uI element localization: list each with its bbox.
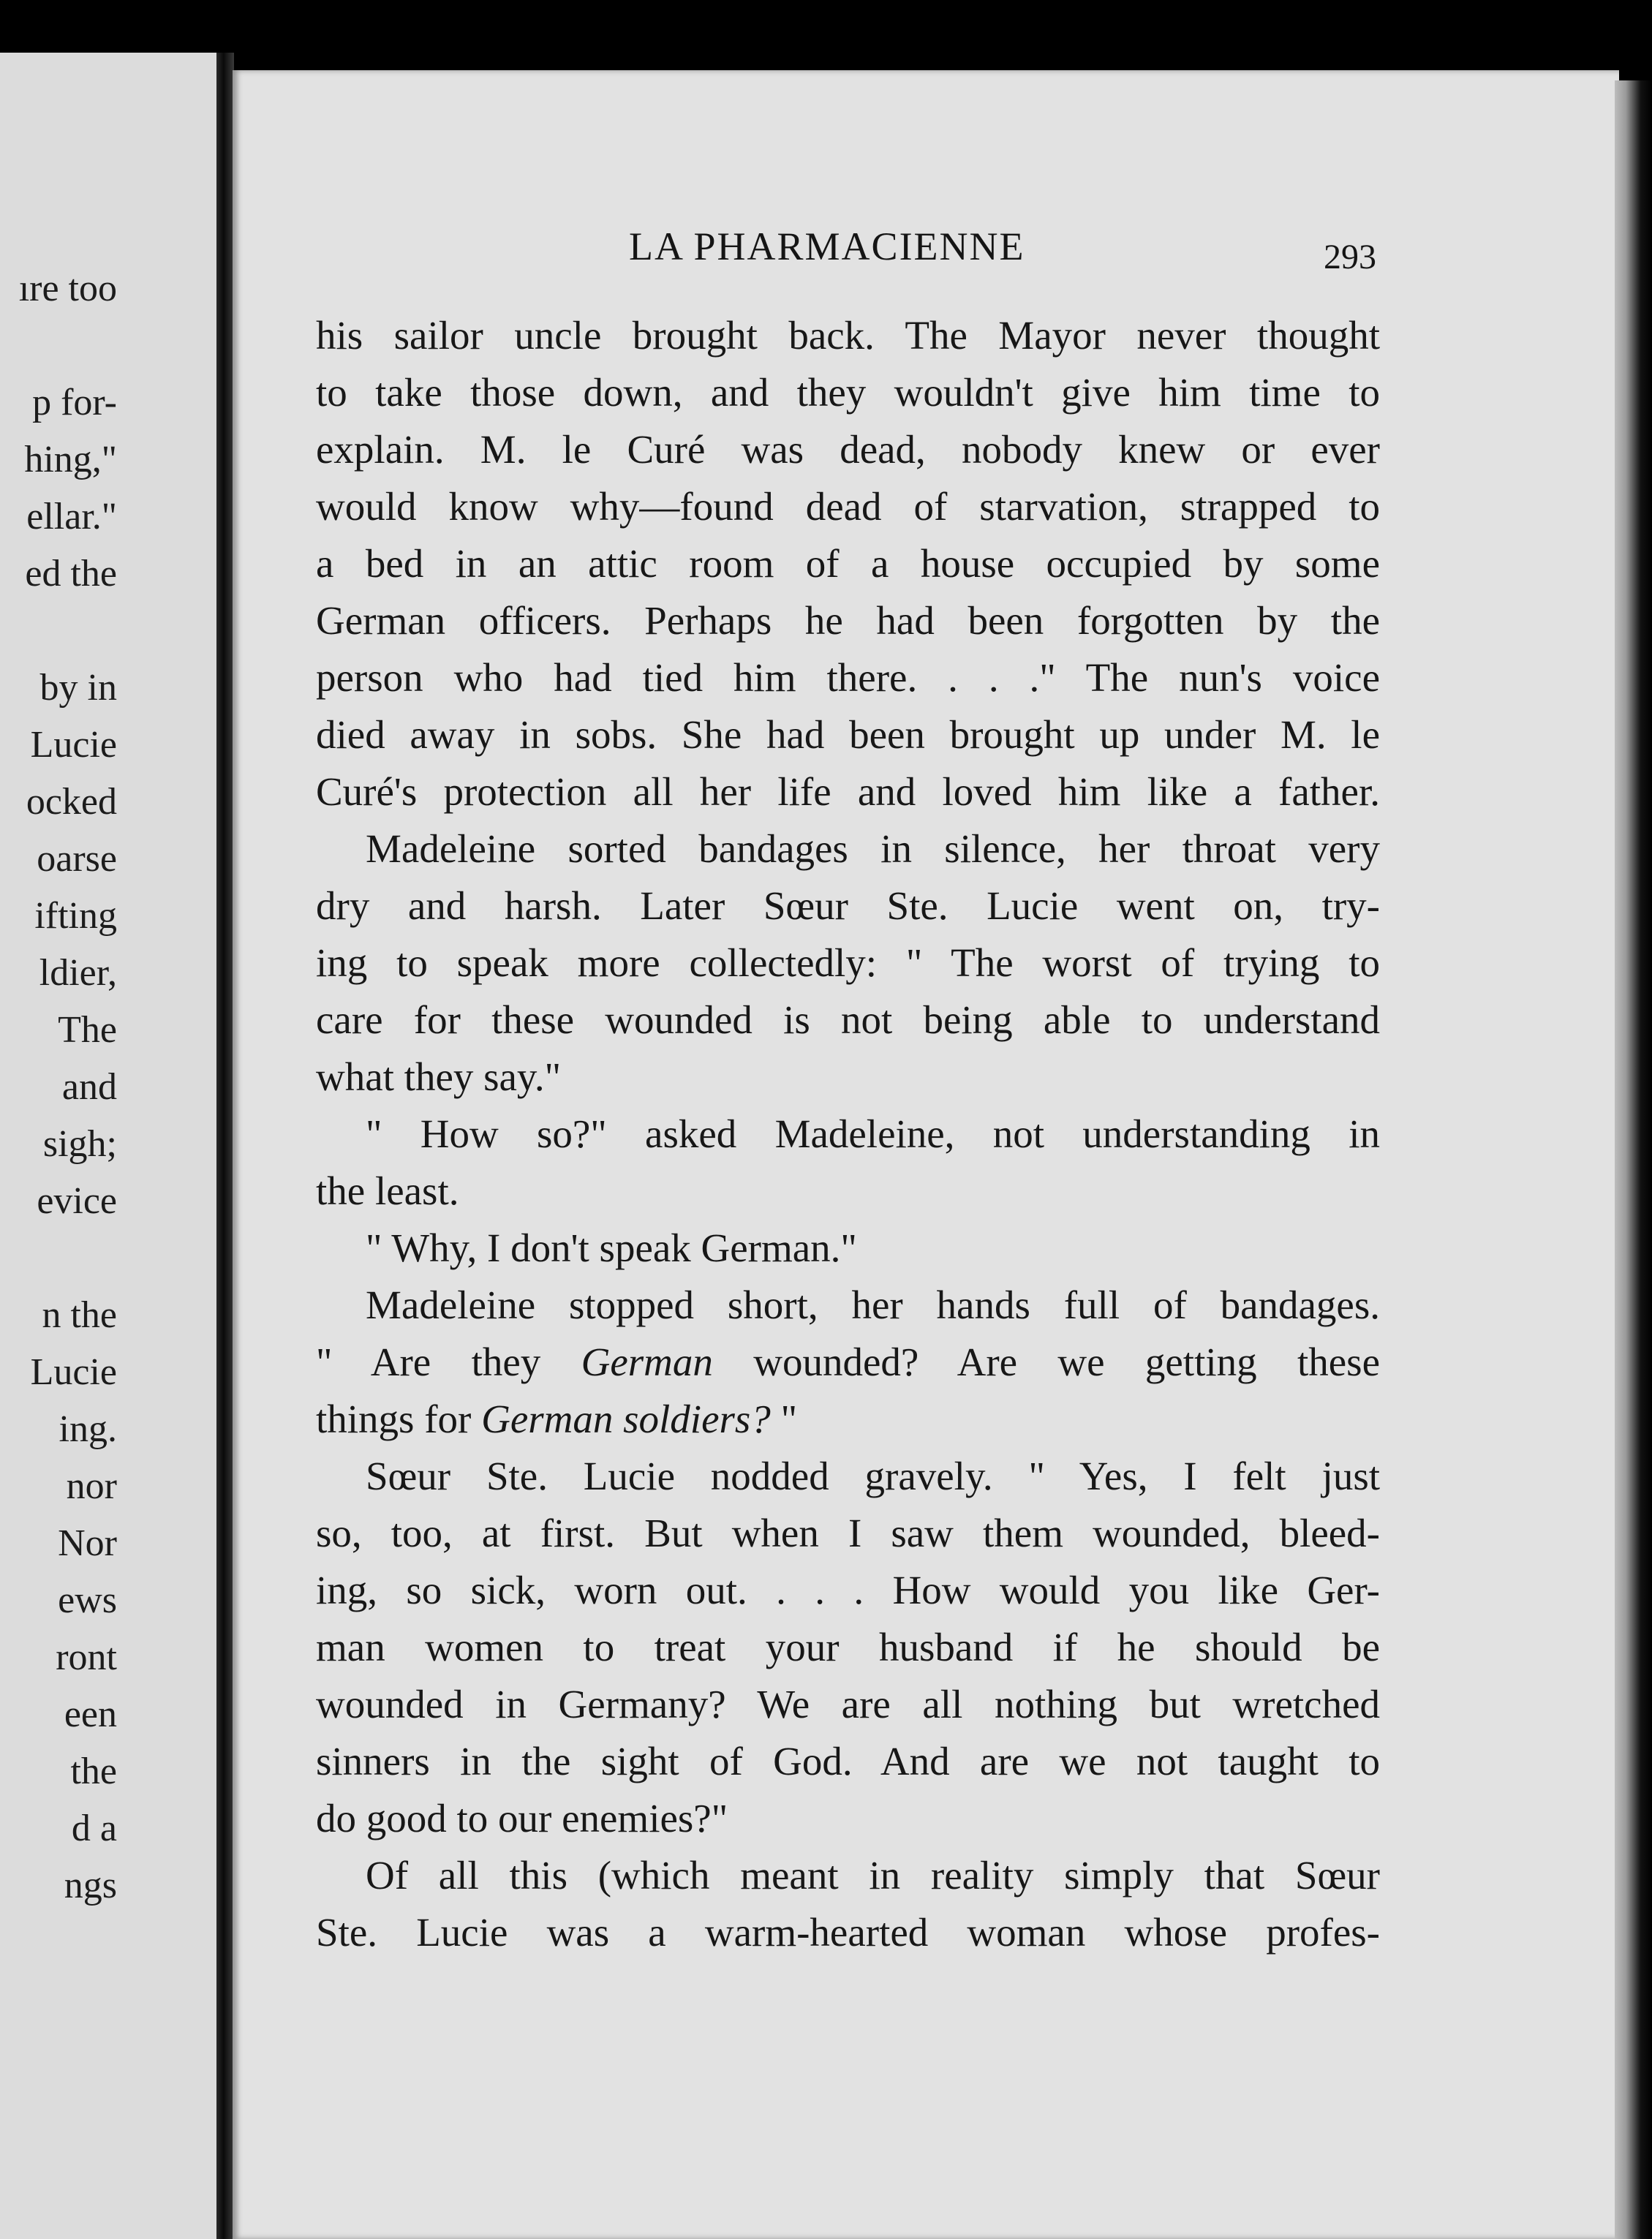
previous-page-line: ing. <box>59 1408 117 1450</box>
previous-page-line: ed the <box>25 553 117 594</box>
previous-page-line: ıre too <box>18 268 117 309</box>
previous-page-line: oarse <box>37 838 117 880</box>
text-line: man women to treat your husband if he should be <box>316 1625 1380 1669</box>
previous-page-line: een <box>64 1694 117 1735</box>
previous-page-line: ldier, <box>39 952 117 994</box>
previous-page-line: by in <box>39 667 117 709</box>
text-line: would know why—found dead of starvation, strapped to <box>316 484 1380 529</box>
text-line: care for these wounded is not being able to understand <box>316 997 1380 1042</box>
previous-page-line: Lucie <box>30 724 117 766</box>
text-line: Ste. Lucie was a warm-hearted woman whose profes- <box>316 1910 1380 1955</box>
running-head: LA PHARMACIENNE <box>629 224 1025 268</box>
text-line: ing to speak more collectedly: " The worst of trying to <box>316 940 1380 985</box>
text-line: things for German soldiers? " <box>316 1397 798 1441</box>
previous-page-line: nor <box>66 1465 117 1507</box>
previous-page-line: sigh; <box>42 1123 117 1165</box>
text-line: German officers. Perhaps he had been forgotten by the <box>316 598 1380 643</box>
text-line: sinners in the sight of God. And are we not taught to <box>316 1739 1380 1783</box>
text-line: Madeleine stopped short, her hands full of bandages. <box>366 1283 1380 1327</box>
previous-page-line: n the <box>42 1294 117 1336</box>
text-line: explain. M. le Curé was dead, nobody knew or ever <box>316 427 1380 472</box>
text-line: to take those down, and they wouldn't give him time to <box>316 370 1380 415</box>
previous-page-line: ocked <box>26 781 117 823</box>
page-edge <box>1615 80 1652 2239</box>
text-line: Curé's protection all her life and loved him like a father. <box>316 769 1380 814</box>
text-line: Madeleine sorted bandages in silence, her throat very <box>366 826 1380 871</box>
previous-page-line: ifting <box>34 895 117 937</box>
page-number: 293 <box>1324 238 1376 276</box>
text-line: " Why, I don't speak German." <box>366 1226 857 1270</box>
text-line: his sailor uncle brought back. The Mayor never thought <box>316 313 1380 358</box>
previous-page-text <box>0 53 117 2239</box>
previous-page-line: Lucie <box>30 1351 117 1393</box>
previous-page-line: ront <box>56 1636 117 1678</box>
text-line: do good to our enemies?" <box>316 1796 728 1840</box>
text-line: the least. <box>316 1168 459 1213</box>
previous-page-line: ellar." <box>26 496 117 537</box>
previous-page-fragment <box>0 53 219 2239</box>
text-line: person who had tied him there. . . ." The nun's voice <box>316 655 1380 700</box>
previous-page-line: hing," <box>24 439 117 480</box>
previous-page-line: the <box>70 1751 117 1792</box>
book-gutter <box>216 53 234 2239</box>
text-line: Of all this (which meant in reality simply that Sœur <box>366 1853 1380 1898</box>
text-line: " Are they German wounded? Are we getting these <box>316 1340 1380 1384</box>
previous-page-line: The <box>58 1009 117 1051</box>
text-line: so, too, at first. But when I saw them wounded, bleed- <box>316 1511 1380 1555</box>
text-line: wounded in Germany? We are all nothing but wretched <box>316 1682 1380 1726</box>
text-line: ing, so sick, worn out. . . . How would you like Ger- <box>316 1568 1380 1612</box>
text-line: dry and harsh. Later Sœur Ste. Lucie went on, try- <box>316 883 1380 928</box>
text-line: died away in sobs. She had been brought up under M. le <box>316 712 1380 757</box>
text-line: a bed in an attic room of a house occupied by some <box>316 541 1380 586</box>
text-line: Sœur Ste. Lucie nodded gravely. " Yes, I felt just <box>366 1454 1380 1498</box>
previous-page-line: Nor <box>58 1522 117 1564</box>
previous-page-line: evice <box>37 1180 117 1222</box>
previous-page-line: ngs <box>64 1865 117 1906</box>
previous-page-line: and <box>61 1066 117 1108</box>
previous-page-line: ews <box>58 1579 117 1621</box>
previous-page-line: d a <box>71 1808 117 1849</box>
body-text <box>316 307 1380 1961</box>
text-line: " How so?" asked Madeleine, not understanding in <box>366 1111 1380 1156</box>
previous-page-line: p for- <box>32 382 117 423</box>
text-line: what they say." <box>316 1054 562 1099</box>
